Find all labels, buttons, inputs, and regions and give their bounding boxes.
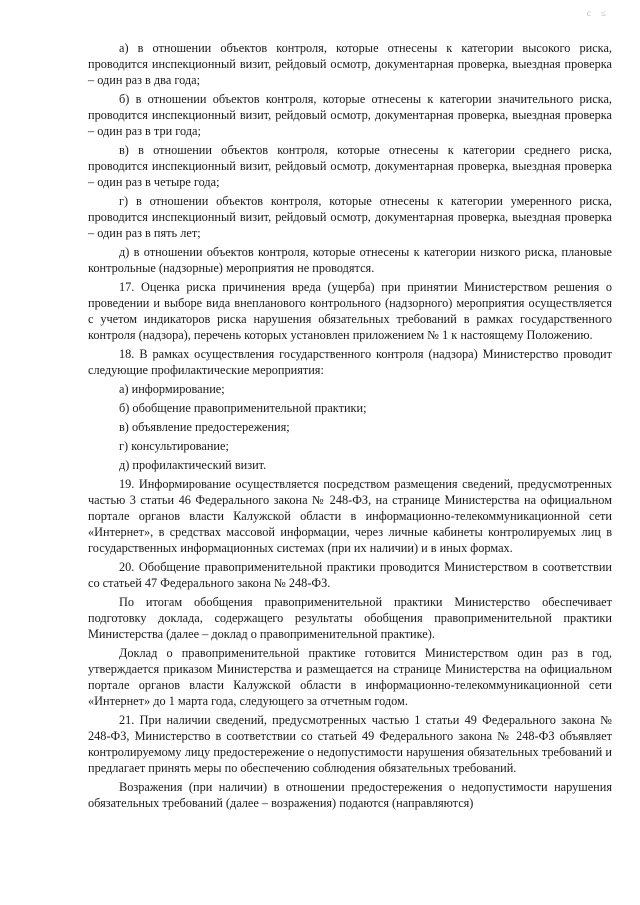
paragraph-objections: Возражения (при наличии) в отношении предостережения о недопустимости нарушения обязательных требований (далее – возражения) подаются (направляются) [88, 780, 612, 810]
paragraph-report-annual: Доклад о правоприменительной практике готовится Министерством один раз в год, утверждается приказом Министерства и размещается на странице Министерства на официальном портале органов власти Калужской области в информационно-телекоммуникационной сети «Интернет» до 1 марта года, следующего за отчетным годом. [88, 646, 612, 708]
list-item-warning: в) объявление предостережения; [119, 420, 290, 434]
paragraph-risk-medium: в) в отношении объектов контроля, которые отнесены к категории среднего риска, проводится инспекционный визит, рейдовый осмотр, документарная проверка, выездная проверка – один раз в четыре года; [88, 143, 612, 189]
paragraph-risk-low: д) в отношении объектов контроля, которые отнесены к категории низкого риска, плановые контрольные (надзорные) мероприятия не проводятся. [88, 245, 612, 275]
list-item-visit: д) профилактический визит. [119, 458, 267, 472]
paragraph-risk-moderate: г) в отношении объектов контроля, которые отнесены к категории умеренного риска, проводится инспекционный визит, рейдовый осмотр, документарная проверка, выездная проверка – один раз в пять лет; [88, 194, 612, 240]
paragraph-21: 21. При наличии сведений, предусмотренных частью 1 статьи 49 Федерального закона № 248-ФЗ, Министерство в соответствии со статьей 49 Федерального закона № 248-ФЗ объявляет контролируемому лицу предостережение о недопустимости нарушения обязательных требований и предлагает принять меры по обеспечению соблюдения обязательных требований. [88, 713, 612, 775]
paragraph-risk-significant: б) в отношении объектов контроля, которые отнесены к категории значительного риска, проводится инспекционный визит, рейдовый осмотр, документарная проверка, выездная проверка – один раз в три года; [88, 92, 612, 138]
paragraph-18: 18. В рамках осуществления государственного контроля (надзора) Министерство проводит следующие профилактические мероприятия: [88, 347, 612, 377]
paragraph-17: 17. Оценка риска причинения вреда (ущерба) при принятии Министерством решения о проведении и выборе вида внепланового контрольного (надзорного) мероприятия осуществляется с учетом индикаторов риска нарушения обязательных требований в рамках государственного контроля (надзора), перечень которых установлен приложением № 1 к настоящему Положению. [88, 280, 612, 342]
corner-mark: с ≤ [586, 8, 610, 18]
paragraph-risk-high: а) в отношении объектов контроля, которые отнесены к категории высокого риска, проводится инспекционный визит, рейдовый осмотр, документарная проверка, выездная проверка – один раз в два года; [88, 41, 612, 87]
list-item-consulting: г) консультирование; [119, 439, 229, 453]
list-item-generalization: б) обобщение правоприменительной практики; [119, 401, 367, 415]
paragraph-report-prep: По итогам обобщения правоприменительной практики Министерство обеспечивает подготовку доклада, содержащего результаты обобщения правоприменительной практики Министерства (далее – доклад о правоприменительной практике). [88, 595, 612, 641]
list-item-informing: а) информирование; [119, 382, 225, 396]
paragraph-19: 19. Информирование осуществляется посредством размещения сведений, предусмотренных частью 3 статьи 46 Федерального закона № 248-ФЗ, на странице Министерства на официальном портале органов власти Калужской области в информационно-телекоммуникационной сети «Интернет», в средствах массовой информации, через личные кабинеты контролируемых лиц в государственных информационных системах (при их наличии) и в иных формах. [88, 477, 612, 555]
paragraph-20: 20. Обобщение правоприменительной практики проводится Министерством в соответствии со статьей 47 Федерального закона № 248-ФЗ. [88, 560, 612, 590]
